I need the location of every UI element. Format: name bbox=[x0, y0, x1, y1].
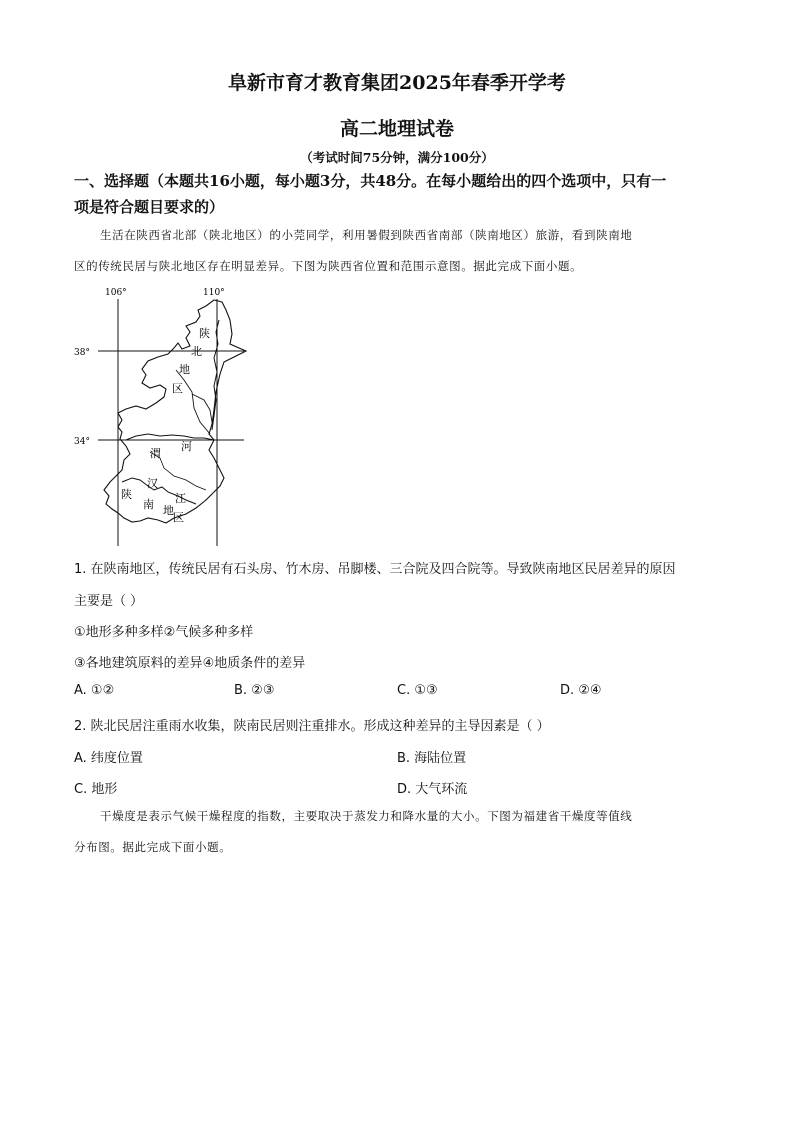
region-label-wei: 渭 bbox=[150, 447, 161, 460]
region-label-di-north: 地 bbox=[179, 363, 190, 376]
exam-subtitle: 高二地理试卷 bbox=[339, 118, 454, 140]
material2-line2: 分布图。据此完成下面小题。 bbox=[74, 840, 232, 854]
shaanxi-map bbox=[74, 282, 254, 552]
q2-option-b[interactable]: B. 海陆位置 bbox=[397, 751, 467, 766]
lat-label-38: 38° bbox=[74, 348, 90, 358]
q1-option-a[interactable]: A. ①② bbox=[74, 683, 115, 698]
q2-option-d[interactable]: D. 大气环流 bbox=[397, 782, 468, 797]
lat-label-34: 34° bbox=[74, 437, 90, 447]
region-label-jiang: 江 bbox=[175, 492, 186, 505]
exam-title: 阜新市育才教育集团2025年春季开学考 bbox=[228, 72, 566, 94]
region-label-han: 汉 bbox=[147, 477, 158, 490]
region-label-di-south: 地 bbox=[163, 504, 174, 517]
material1-line2: 区的传统民居与陕北地区存在明显差异。下图为陕西省位置和范围示意图。据此完成下面小题。 bbox=[74, 259, 583, 273]
q2-stem: 2. 陕北民居注重雨水收集，陕南民居则注重排水。形成这种差异的主导因素是（ ） bbox=[74, 719, 550, 734]
q1-statements-line2: ③各地建筑原料的差异④地质条件的差异 bbox=[74, 656, 306, 671]
region-label-he: 河 bbox=[181, 440, 192, 453]
q2-option-c[interactable]: C. 地形 bbox=[74, 782, 118, 797]
q1-option-d[interactable]: D. ②④ bbox=[560, 683, 602, 698]
q1-stem-line2: 主要是（ ） bbox=[74, 594, 144, 609]
region-label-shan-south: 陕 bbox=[121, 488, 132, 501]
section-heading-line1: 一、选择题（本题共16小题，每小题3分，共48分。在每小题给出的四个选项中，只有一 bbox=[74, 172, 667, 190]
exam-info: （考试时间75分钟，满分100分） bbox=[300, 150, 494, 165]
q1-option-c[interactable]: C. ①③ bbox=[397, 683, 438, 698]
region-label-bei: 北 bbox=[191, 345, 202, 358]
luo-river bbox=[192, 394, 212, 422]
q1-option-b[interactable]: B. ②③ bbox=[234, 683, 275, 698]
region-label-qu-south: 区 bbox=[173, 511, 184, 524]
lon-label-106: 106° bbox=[105, 288, 127, 298]
material1-line1: 生活在陕西省北部（陕北地区）的小莞同学，利用暑假到陕西省南部（陕南地区）旅游，看到陕南地 bbox=[100, 228, 633, 242]
q1-statements-line1: ①地形多种多样②气候多种多样 bbox=[74, 625, 254, 640]
section-heading-line2: 项是符合题目要求的） bbox=[74, 198, 225, 216]
region-label-qu-north: 区 bbox=[172, 382, 183, 395]
q1-stem-line1: 1. 在陕南地区，传统民居有石头房、竹木房、吊脚楼、三合院及四合院等。导致陕南地区民居差异的原因 bbox=[74, 562, 676, 577]
region-label-shan-north: 陕 bbox=[199, 327, 210, 340]
region-label-nan: 南 bbox=[143, 498, 154, 511]
material2-line1: 干燥度是表示气候干燥程度的指数，主要取决于蒸发力和降水量的大小。下图为福建省干燥度等值线 bbox=[100, 809, 633, 823]
q2-option-a[interactable]: A. 纬度位置 bbox=[74, 751, 143, 766]
lon-label-110: 110° bbox=[203, 288, 225, 298]
wei-river bbox=[126, 434, 214, 440]
